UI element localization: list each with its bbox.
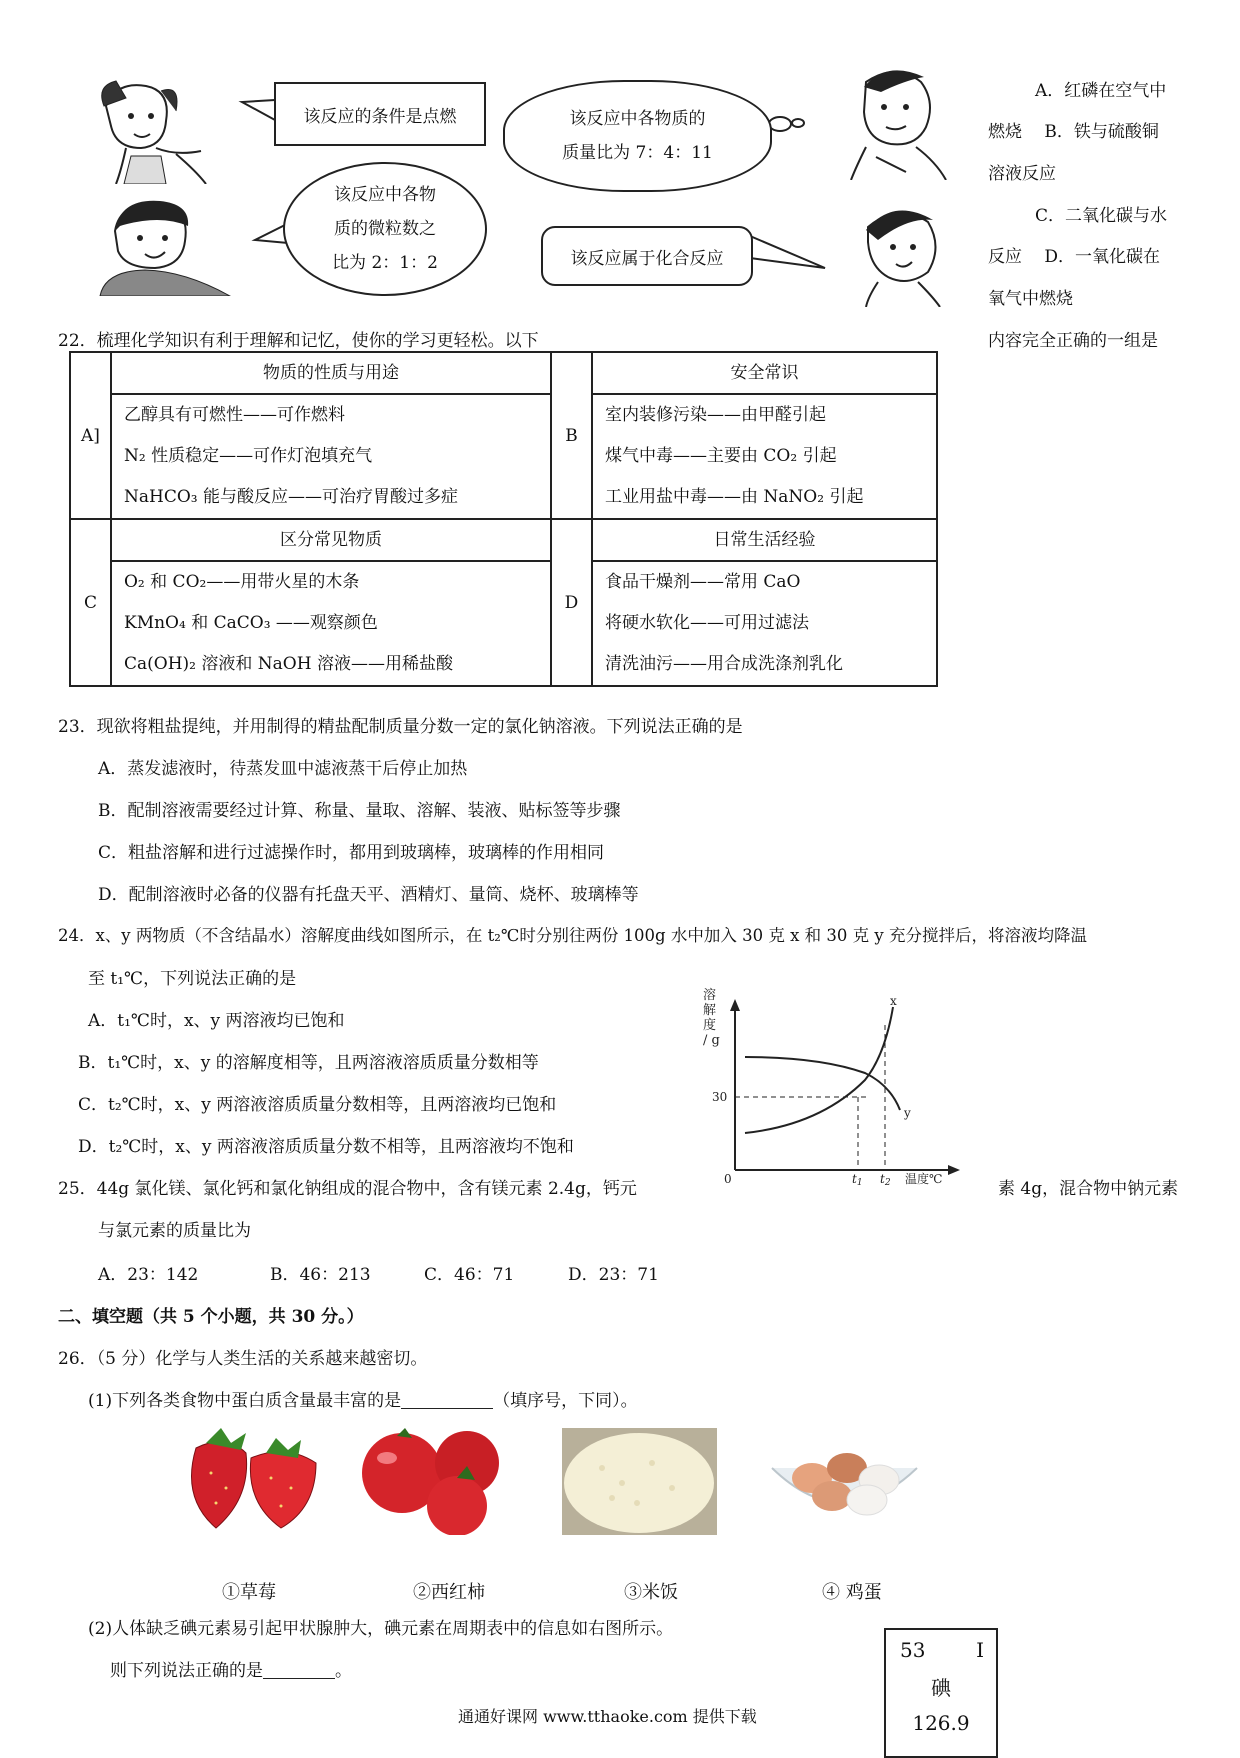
q21-option-line: 反应 D．一氧化碳在 [988, 247, 1161, 267]
rice-image [562, 1428, 717, 1535]
cell-row: 室内装修污染——由甲醛引起 [605, 405, 826, 425]
boy-cartoon-right-top [836, 62, 961, 180]
q23-option-d: D．配制溶液时必备的仪器有托盘天平、酒精灯、量筒、烧杯、玻璃棒等 [98, 885, 639, 905]
x-axis-arrow [948, 1165, 960, 1175]
cloud-text-line: 比为 2：1：2 [332, 253, 438, 273]
q26-part2: (2)人体缺乏碘元素易引起甲状腺肿大，碘元素在周期表中的信息如右图所示。 [88, 1619, 674, 1639]
cloud-text-line: 该反应中各物 [333, 185, 436, 205]
q25-option-d: D．23：71 [568, 1265, 659, 1285]
cell-a [111, 352, 551, 519]
q25-stem-line1: 25．44g 氯化镁、氯化钙和氯化钠组成的混合物中，含有镁元素 2.4g，钙元 [58, 1179, 637, 1199]
q22-stem-tail: 内容完全正确的一组是 [988, 331, 1158, 351]
q24-option-d: D．t₂℃时，x、y 两溶液溶质质量分数不相等，且两溶液均不饱和 [78, 1137, 574, 1157]
cell-label-b: B [551, 352, 592, 519]
x-tick-t1: t1 [852, 1172, 863, 1185]
answer-blank-2[interactable] [263, 1660, 335, 1679]
cell-label-c: C [70, 519, 111, 686]
food-caption: ①草莓 [222, 1582, 276, 1603]
element-symbol: I [976, 1638, 984, 1662]
cell-row: 煤气中毒——主要由 CO₂ 引起 [605, 446, 837, 466]
cell-row: NaHCO₃ 能与酸反应——可治疗胃酸过多症 [124, 487, 458, 507]
q25-option-c: C．46：71 [424, 1265, 515, 1285]
footer-credit: 通通好课网 www.tthaoke.com 提供下载 [458, 1707, 757, 1726]
cell-b [592, 352, 937, 519]
cell-row: 工业用盐中毒——由 NaNO₂ 引起 [605, 487, 864, 507]
cell-label-d: D [551, 519, 592, 686]
q21-option-line: C．二氧化碳与水 [1035, 206, 1168, 226]
solubility-chart [700, 985, 970, 1185]
cell-row: KMnO₄ 和 CaCO₃ ——观察颜色 [124, 613, 378, 633]
curve-x [745, 1007, 893, 1133]
q25-stem-line2: 与氯元素的质量比为 [98, 1221, 251, 1241]
q25-stem-tail: 素 4g，混合物中钠元素 [998, 1179, 1179, 1199]
q26-part1-text: (1)下列各类食物中蛋白质含量最丰富的是 [88, 1391, 402, 1411]
food-caption: ④ 鸡蛋 [822, 1582, 882, 1603]
cell-title: 安全常识 [593, 353, 936, 395]
food-caption: ②西红柿 [413, 1582, 485, 1603]
strawberry-image [176, 1428, 331, 1535]
q22-table [69, 351, 938, 687]
atomic-number: 53 [900, 1638, 926, 1662]
q24-option-b: B．t₁℃时，x、y 的溶解度相等，且两溶液溶质质量分数相等 [78, 1053, 539, 1073]
q26-part1 [88, 1386, 638, 1411]
q21-option-line: 氧气中燃烧 [988, 289, 1073, 309]
cell-d [592, 519, 937, 686]
cloud-text-line: 质量比为 7：4：11 [562, 143, 713, 163]
y-axis-arrow [730, 999, 740, 1011]
bubble-text: 该反应的条件是点燃 [303, 106, 457, 127]
girl-cartoon [86, 76, 236, 184]
cell-row: 食品干燥剂——常用 CaO [605, 572, 801, 592]
cell-label-a: A] [70, 352, 111, 519]
cloud-text-line: 该反应中各物质的 [569, 109, 706, 129]
cloud-bubble-particle-ratio [283, 162, 487, 296]
cell-row: 将硬水软化——可用过滤法 [605, 613, 809, 633]
q25-option-b: B．46：213 [270, 1265, 371, 1285]
cell-row: 清洗油污——用合成洗涤剂乳化 [605, 654, 843, 674]
cell-row: N₂ 性质稳定——可作灯泡填充气 [124, 446, 373, 466]
cloud-text-line: 质的微粒数之 [333, 219, 436, 239]
q23-option-b: B．配制溶液需要经过计算、称量、量取、溶解、装液、贴标签等步骤 [98, 801, 621, 821]
q24-option-a: A．t₁℃时，x、y 两溶液均已饱和 [88, 1011, 345, 1031]
q21-option-line: 燃烧 B．铁与硫酸铜 [988, 122, 1159, 142]
q25-option-a: A．23：142 [98, 1265, 199, 1285]
q26-part2b-text: 则下列说法正确的是 [110, 1661, 263, 1681]
atomic-mass: 126.9 [912, 1711, 970, 1735]
cell-title: 区分常见物质 [112, 520, 550, 562]
cell-row: O₂ 和 CO₂——用带火星的木条 [124, 572, 360, 592]
q23-option-a: A．蒸发滤液时，待蒸发皿中滤液蒸干后停止加热 [98, 759, 468, 779]
cell-title: 物质的性质与用途 [112, 353, 550, 395]
cell-row: 乙醇具有可燃性——可作燃料 [124, 405, 345, 425]
element-name: 碘 [931, 1676, 951, 1700]
q24-stem-line2: 至 t₁℃，下列说法正确的是 [88, 969, 297, 989]
q21-option-line: 溶液反应 [988, 164, 1056, 184]
q21-option-line: A．红磷在空气中 [1035, 81, 1167, 101]
q22-stem: 22．梳理化学知识有利于理解和记忆，使你的学习更轻松。以下 [58, 331, 539, 351]
speech-bubble-condition [274, 82, 486, 146]
q26-part2b: 则下列说法正确的是 。 [110, 1661, 352, 1681]
curve-y [745, 1057, 900, 1110]
q23-option-c: C．粗盐溶解和进行过滤操作时，都用到玻璃棒，玻璃棒的作用相同 [98, 843, 605, 863]
series-label-x: x [890, 994, 897, 1008]
boy-cartoon-left [90, 196, 240, 296]
q23-stem: 23．现欲将粗盐提纯，并用制得的精盐配制质量分数一定的氯化钠溶液。下列说法正确的是 [58, 717, 743, 737]
y-tick-30: 30 [712, 1090, 728, 1104]
eggs-image [767, 1428, 922, 1535]
series-label-y: y [904, 1106, 911, 1120]
iodine-element-cell [884, 1628, 998, 1758]
boy-cartoon-right-bottom [848, 202, 958, 307]
q24-option-c: C．t₂℃时，x、y 两溶液溶质质量分数相等，且两溶液均已饱和 [78, 1095, 557, 1115]
bubble-text: 该反应属于化合反应 [570, 248, 724, 269]
speech-bubble-combination [541, 226, 753, 286]
tomato-image [357, 1428, 512, 1535]
x-tick-t2: t2 [880, 1172, 891, 1185]
q24-stem-line1: 24．x、y 两物质（不含结晶水）溶解度曲线如图所示，在 t₂℃时分别往两份 100g 水中加入 30 克 x 和 30 克 y 充分搅拌后，将溶液均降温 [58, 926, 1087, 945]
q26-stem: 26．（5 分）化学与人类生活的关系越来越密切。 [58, 1349, 428, 1369]
cell-row: Ca(OH)₂ 溶液和 NaOH 溶液——用稀盐酸 [124, 654, 453, 674]
origin-label: 0 [724, 1172, 732, 1185]
cell-c [111, 519, 551, 686]
q26-part1-tail: （填序号，下同）。 [493, 1391, 638, 1411]
cloud-bubble-mass-ratio [503, 80, 772, 192]
x-axis-label: 温度℃ [905, 1172, 943, 1185]
section-heading: 二、填空题（共 5 个小题，共 30 分。） [58, 1307, 364, 1327]
food-caption: ③米饭 [624, 1582, 678, 1603]
y-axis-label: 溶解度/ g [703, 988, 720, 1048]
answer-blank-1[interactable] [401, 1390, 493, 1409]
cell-title: 日常生活经验 [593, 520, 936, 562]
